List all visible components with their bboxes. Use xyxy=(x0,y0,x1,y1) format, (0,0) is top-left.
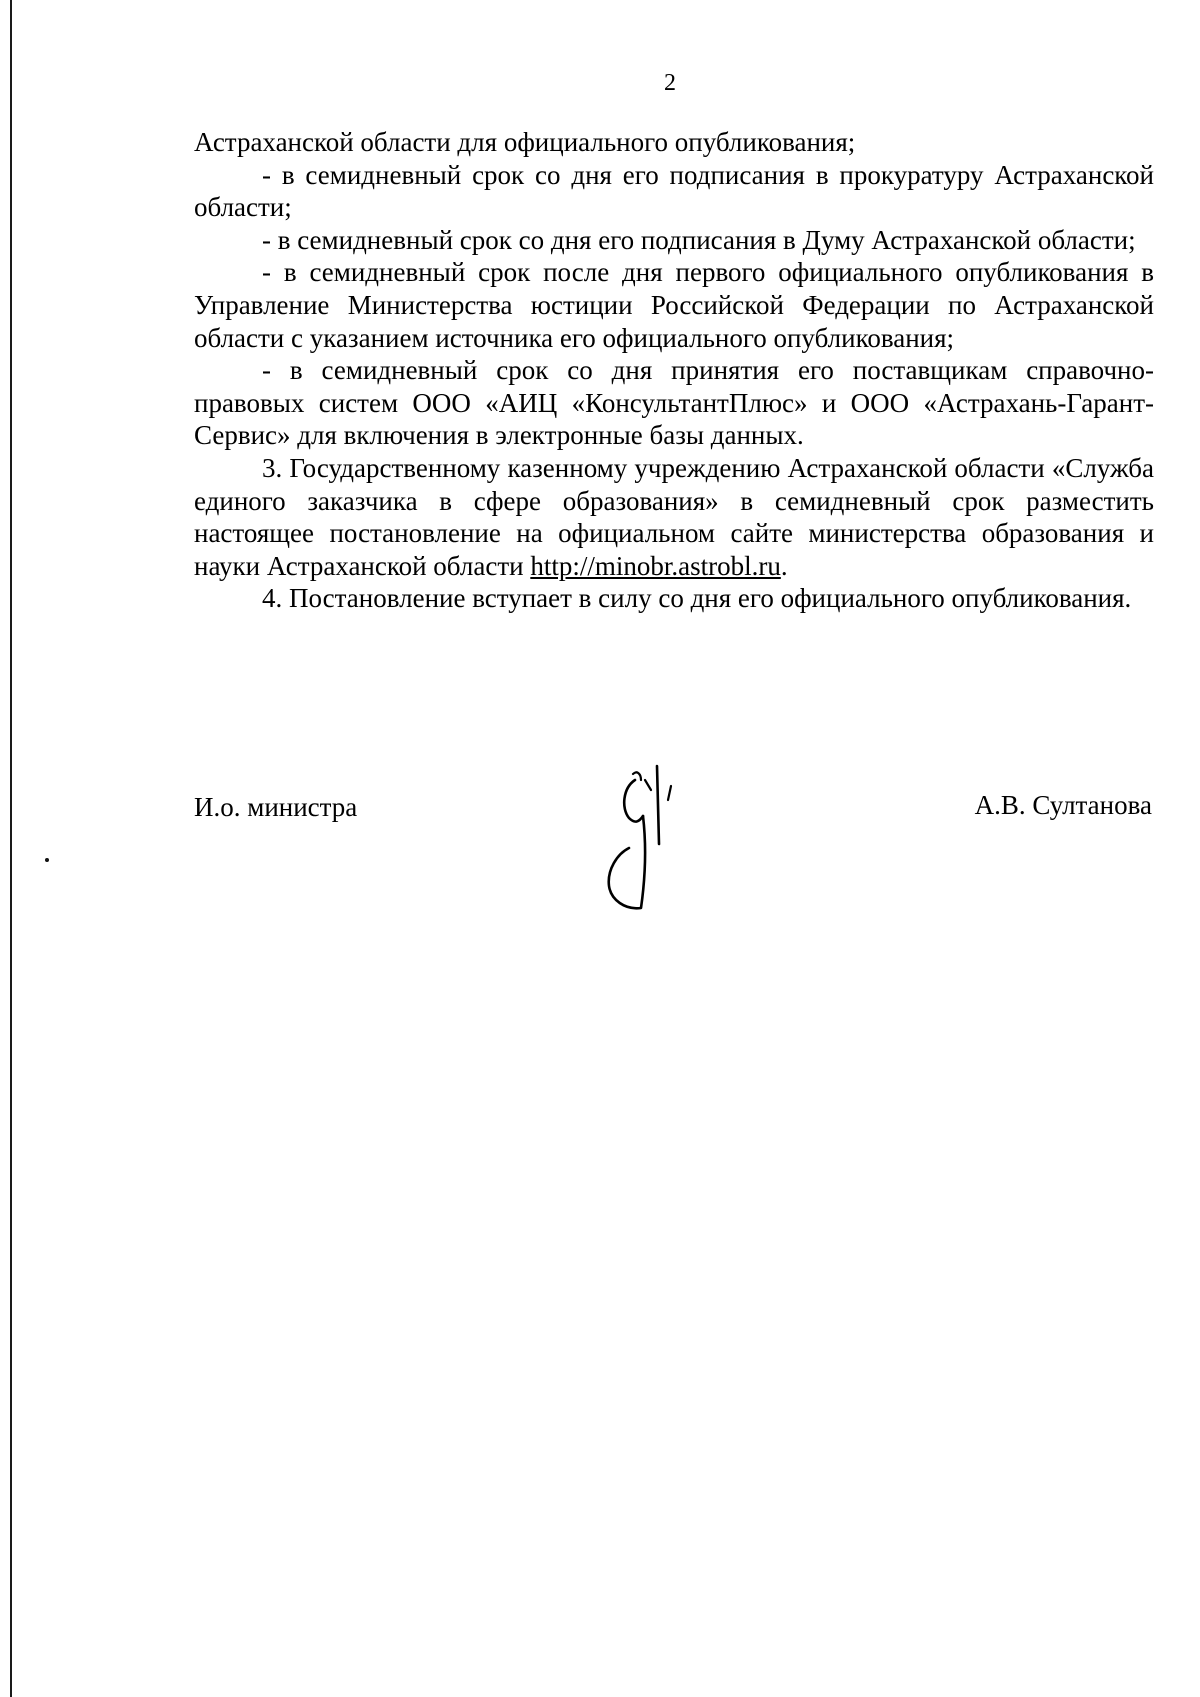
paragraph-continuation: Астраханской области для официального опубликования; xyxy=(194,127,856,157)
handwritten-signature xyxy=(605,760,715,920)
signatory-position: И.о. министра xyxy=(194,792,358,822)
clause-4: 4. Постановление вступает в силу со дня его официального опубликования. xyxy=(262,583,1132,614)
document-body xyxy=(194,126,1154,615)
signatory-name: А.В. Султанова xyxy=(974,790,1152,820)
list-item-legal-systems: - в семидневный срок со дня принятия его поставщикам справочно-правовых систем ООО «АИЦ «КонсультантПлюс» и ООО «Астрахань-Гарант-Сервис» для включения в электронные базы данных. xyxy=(194,355,1154,451)
ministry-website-link[interactable]: http://minobr.astrobl.ru xyxy=(530,550,781,581)
clause-3-end: . xyxy=(780,550,788,581)
page-number: 2 xyxy=(664,70,676,96)
list-item-justice-ministry: - в семидневный срок после дня первого официального опубликования в Управление Министерства юстиции Российской Федерации по Астраханской области с указанием источника его официального опубликования; xyxy=(194,257,1154,353)
list-item-duma: - в семидневный срок со дня его подписания в Думу Астраханской области; xyxy=(262,224,1136,255)
scan-speck xyxy=(45,858,49,862)
list-item-prosecutor: - в семидневный срок со дня его подписания в прокуратуру Астраханской области; xyxy=(194,159,1154,223)
clause-3 xyxy=(194,452,1154,582)
clause-3-text: 3. Государственному казенному учреждению Астраханской области «Служба единого заказчика в сфере образования» в семидневный срок разместить настоящее постановление на официальном сайте министерства образования и науки Астраханской области xyxy=(194,452,1154,581)
scan-edge-line xyxy=(10,0,12,1697)
